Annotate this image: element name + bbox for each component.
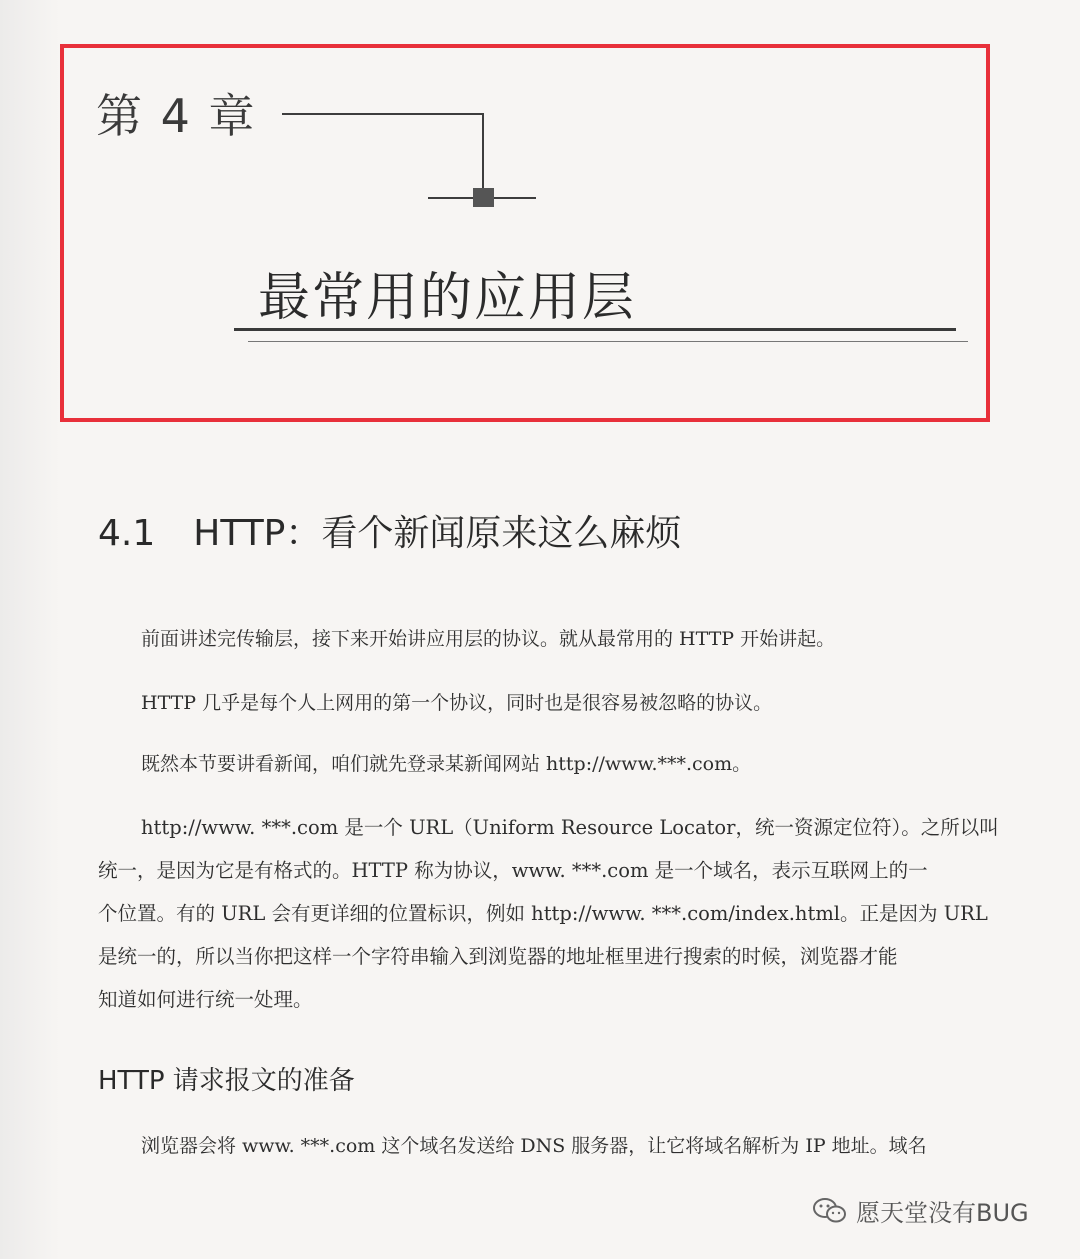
title-rule — [234, 328, 956, 331]
wechat-icon — [812, 1196, 848, 1226]
connector-line — [282, 113, 484, 115]
page-edge-shadow — [0, 0, 60, 1259]
paragraph-line: 个位置。有的 URL 会有更详细的位置标识，例如 http://www. ***.com/index.html。正是因为 URL — [98, 902, 988, 925]
paragraph-line: 统一，是因为它是有格式的。HTTP 称为协议，www. ***.com 是一个域名，表示互联网上的一 — [98, 859, 928, 882]
section-heading — [98, 505, 681, 556]
watermark-text: 愿天堂没有BUG — [856, 1199, 1029, 1227]
section-number: 4.1 — [98, 513, 156, 554]
paragraph-line: 知道如何进行统一处理。 — [98, 988, 313, 1011]
url-paragraph — [98, 806, 998, 1021]
chapter-title: 最常用的应用层 — [258, 268, 637, 328]
paragraph: 既然本节要讲看新闻，咱们就先登录某新闻网站 http://www.***.com。 — [141, 753, 752, 775]
paragraph: HTTP 几乎是每个人上网用的第一个协议，同时也是很容易被忽略的协议。 — [141, 692, 773, 714]
chapter-label: 第 4 章 — [96, 89, 257, 143]
paragraph: 前面讲述完传输层，接下来开始讲应用层的协议。就从最常用的 HTTP 开始讲起。 — [141, 628, 836, 650]
connector-line — [482, 113, 484, 193]
title-rule — [248, 341, 968, 342]
section-title: HTTP：看个新闻原来这么麻烦 — [193, 513, 682, 554]
subsection-heading: HTTP 请求报文的准备 — [98, 1066, 355, 1096]
paragraph: 浏览器会将 www. ***.com 这个域名发送给 DNS 服务器，让它将域名解析为 IP 地址。域名 — [141, 1135, 927, 1157]
paragraph-line: 是统一的，所以当你把这样一个字符串输入到浏览器的地址框里进行搜索的时候，浏览器才能 — [98, 945, 898, 968]
watermark — [812, 1193, 1029, 1228]
connector-square — [473, 188, 494, 207]
paragraph-line: http://www. ***.com 是一个 URL（Uniform Resource Locator，统一资源定位符）。之所以叫 — [141, 816, 999, 839]
